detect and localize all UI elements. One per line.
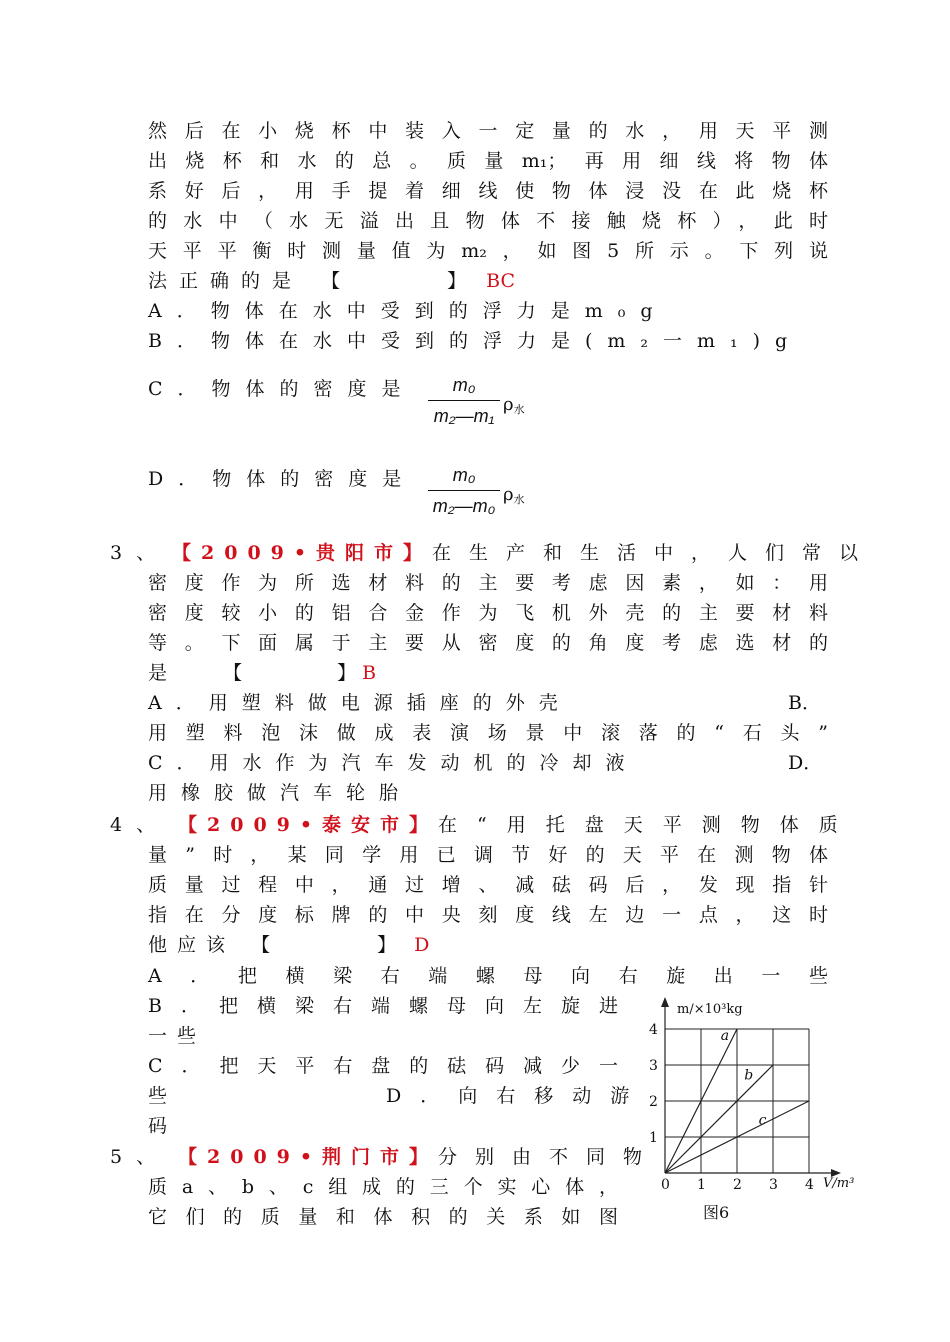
q3-source: 【2009•贵阳市】	[172, 542, 433, 564]
y-tick-label: 3	[649, 1058, 658, 1074]
y-tick-label: 2	[649, 1094, 658, 1110]
q4-source: 【2009•泰安市】	[178, 814, 439, 836]
q4-line-2: 量”时，某同学用已调节好的天平在测物体	[148, 844, 828, 866]
q4-option-b: B．把横梁右端螺母向左旋进	[148, 995, 618, 1017]
q4-option-d: D．向右移动游	[386, 1085, 649, 1107]
q3-option-c: C．用水作为汽车发动机的冷却液	[148, 752, 639, 774]
fraction-c-bar	[428, 400, 500, 401]
q3-option-d-label: D．	[788, 752, 823, 774]
q2-line-4: 的水中（水无溢出且物体不接触烧杯），此时	[148, 210, 828, 232]
q5-line-1	[178, 1142, 661, 1172]
fraction-d	[428, 462, 500, 519]
fraction-c	[428, 372, 500, 429]
rho-d	[503, 484, 525, 507]
q4-option-b-cont: 一些	[148, 1025, 207, 1047]
q4-option-c-cont: 些	[148, 1085, 168, 1107]
figure-6-chart	[640, 990, 860, 1200]
q4-answer-bracket: 【 】	[251, 934, 399, 956]
q2-answer: BC	[486, 270, 515, 292]
q3-answer-bracket: 【 】	[223, 662, 357, 684]
rho-c-subscript: 水	[513, 403, 525, 416]
series-line-b	[665, 1065, 773, 1173]
fraction-d-bar	[428, 490, 500, 491]
q3-option-a: A．用塑料做电源插座的外壳	[148, 692, 572, 714]
q3-line-1-text: 在生产和生活中，人们常以	[432, 542, 877, 564]
q4-option-c: C．把天平右盘的砝码减少一	[148, 1055, 618, 1077]
fraction-c-denominator: m₂—m₁	[433, 406, 495, 426]
q5-number: 5、	[110, 1146, 170, 1168]
rho-c	[503, 394, 525, 417]
q2-option-c: C．物体的密度是	[148, 378, 416, 400]
q3-line-2: 密度作为所选材料的主要考虑因素，如：用	[148, 572, 828, 594]
q2-line-6	[148, 266, 828, 296]
q3-line-3: 密度较小的铝合金作为飞机外壳的主要材料	[148, 602, 828, 624]
series-label-a: a	[720, 1027, 730, 1044]
q2-option-a: A．物体在水中受到的浮力是m₀g	[148, 300, 668, 322]
q2-line-1: 然后在小烧杯中装入一定量的水，用天平测	[148, 120, 828, 142]
q4-answer: D	[414, 934, 430, 956]
q2-last-line: 法正确的是	[148, 270, 304, 292]
q2-line-5: 天平平衡时测量值为m₂，如图5所示。下列说	[148, 240, 828, 262]
x-tick-label: 3	[769, 1177, 778, 1193]
series-label-b: b	[744, 1067, 754, 1084]
q3-line-1	[172, 538, 877, 568]
q3-line-5	[148, 658, 828, 688]
q2-option-d: D．物体的密度是	[148, 468, 417, 490]
fraction-c-numerator: m₀	[452, 375, 476, 395]
series-label-c: c	[758, 1112, 767, 1129]
q3-last-line: 是	[148, 662, 168, 684]
q4-line-5	[148, 930, 828, 960]
q4-last-line: 他应该	[148, 934, 236, 956]
rho-d-subscript: 水	[513, 493, 525, 506]
figure-6-caption: 图6	[703, 1203, 730, 1222]
q4-number: 4、	[110, 814, 170, 836]
q5-source: 【2009•荆门市】	[178, 1146, 439, 1168]
y-tick-label: 4	[649, 1022, 658, 1038]
q5-line-1-text: 分别由不同物	[438, 1146, 661, 1168]
q2-line-2: 出烧杯和水的总。质量m₁；再用细线将物体	[148, 150, 828, 172]
q4-option-a: A．把横梁右端螺母向右旋出一些	[148, 965, 828, 987]
q3-option-d: 用橡胶做汽车轮胎	[148, 782, 413, 804]
q3-option-b: 用塑料泡沫做成表演场景中滚落的“石头”	[148, 722, 828, 744]
x-tick-label: 4	[805, 1177, 814, 1193]
rho-d-symbol: ρ	[503, 484, 514, 505]
rho-c-symbol: ρ	[503, 394, 514, 415]
x-tick-label: 1	[697, 1177, 706, 1193]
y-axis-label: m/×10³kg	[677, 1002, 743, 1017]
x-axis-label: V/m³	[823, 1176, 855, 1191]
fraction-d-numerator: m₀	[452, 465, 476, 485]
y-axis-arrow	[661, 997, 669, 1007]
y-tick-label: 1	[649, 1130, 658, 1146]
x-tick-label: 2	[733, 1177, 742, 1193]
q3-option-b-label: B．	[788, 692, 821, 714]
q4-line-1-text: 在“用托盘天平测物体质	[438, 814, 858, 836]
q4-line-1	[178, 810, 858, 840]
q5-line-3: 它们的质量和体积的关系如图	[148, 1206, 618, 1228]
q3-answer: B	[362, 662, 377, 684]
q3-line-4: 等。下面属于主要从密度的角度考虑选材的	[148, 632, 828, 654]
q3-number: 3、	[110, 542, 170, 564]
q2-line-3: 系好后，用手提着细线使物体浸没在此烧杯	[148, 180, 828, 202]
q2-option-b: B．物体在水中受到的浮力是(m₂一m₁)g	[148, 330, 803, 352]
fraction-d-denominator: m₂—m₀	[432, 496, 496, 516]
q2-answer-bracket: 【 】	[321, 270, 469, 292]
q4-option-d-cont: 码	[148, 1115, 168, 1137]
q4-line-3: 质量过程中，通过增、减砝码后，发现指针	[148, 874, 828, 896]
origin-label: 0	[661, 1177, 670, 1193]
q4-line-4: 指在分度标牌的中央刻度线左边一点，这时	[148, 904, 828, 926]
q5-line-2: 质a、b、c组成的三个实心体，	[148, 1176, 618, 1198]
